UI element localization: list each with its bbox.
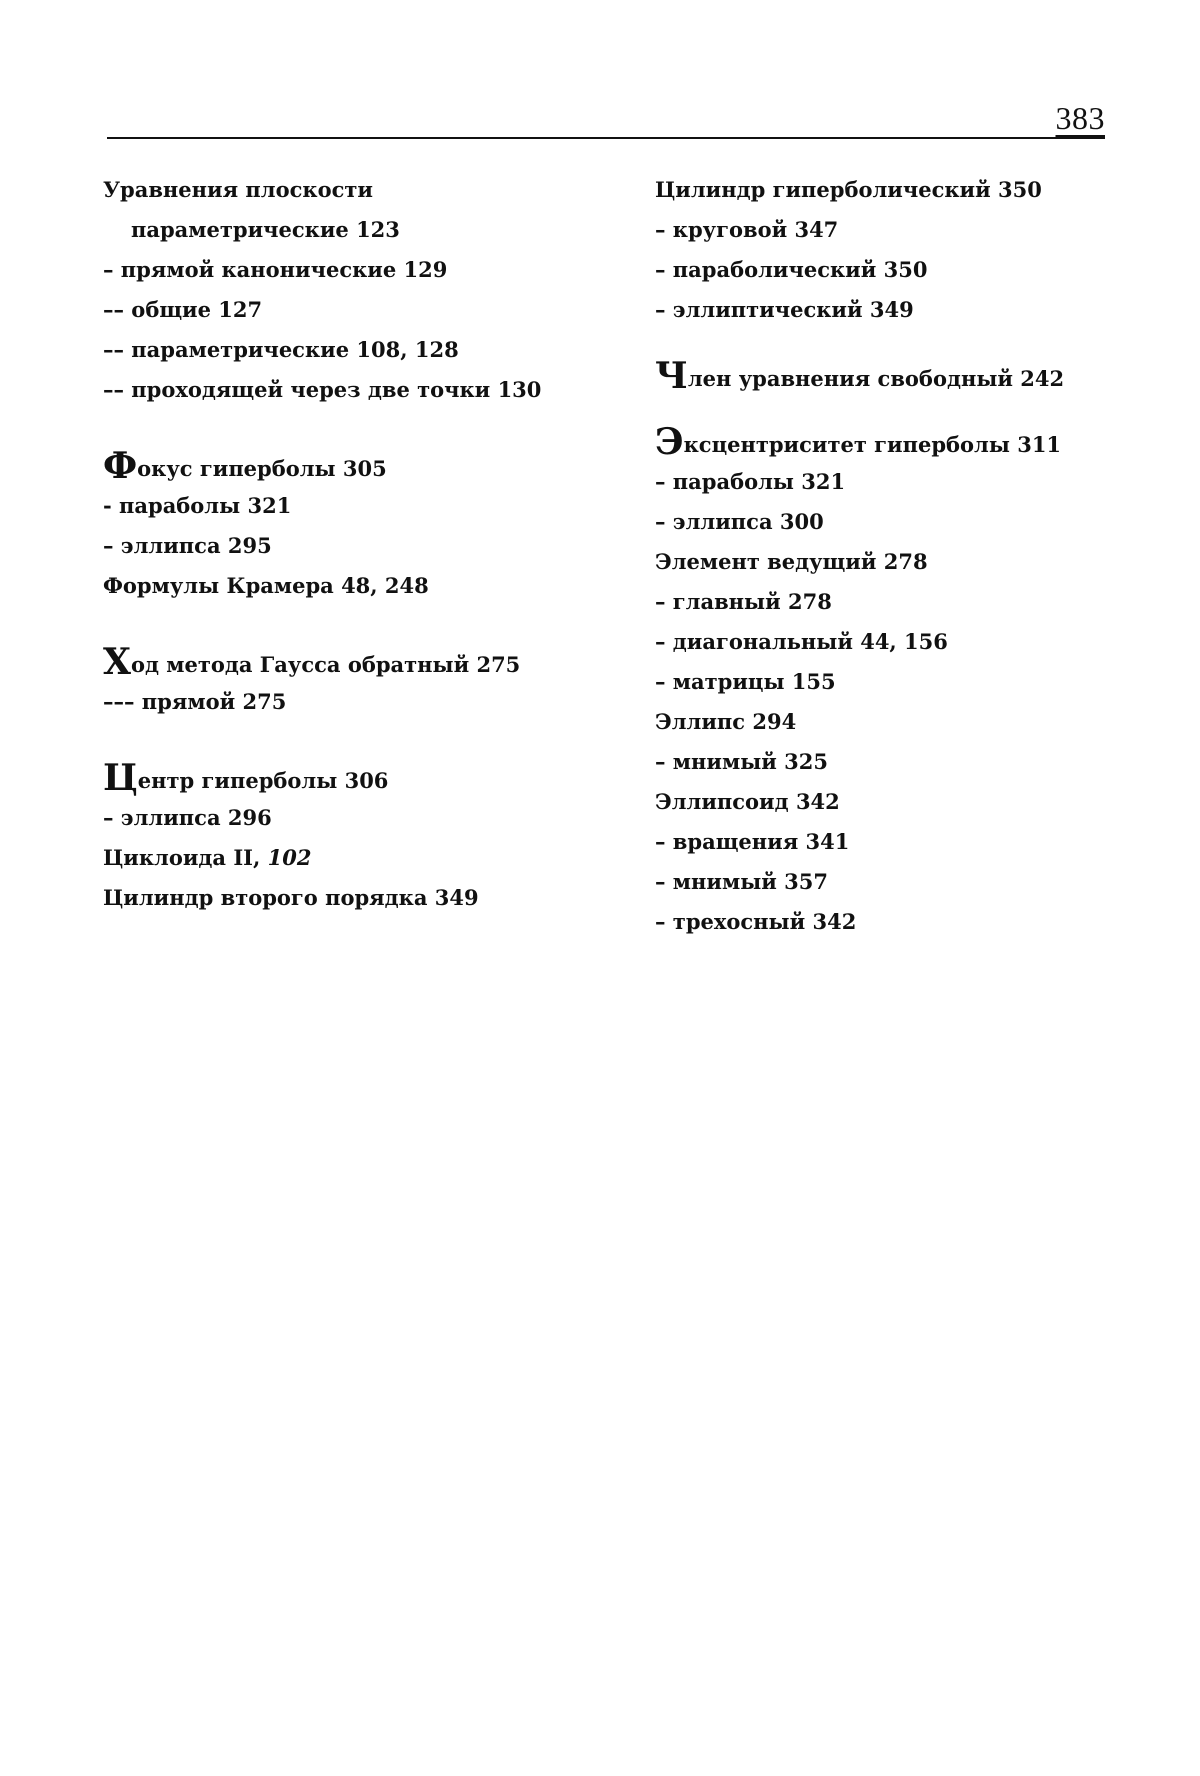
index-entry-text: ––– прямой 275 — [103, 689, 287, 714]
index-entry — [103, 642, 623, 682]
index-entry — [103, 566, 623, 606]
section-initial-letter: Ф — [103, 445, 138, 487]
index-entry-text: ентр гиперболы 306 — [137, 768, 389, 793]
index-column-left — [103, 170, 623, 918]
index-entry-text: –– параметрические 108, 128 — [103, 337, 459, 362]
index-entry — [655, 622, 1125, 662]
index-entry-text: – параболы 321 — [655, 469, 846, 494]
index-entry — [103, 682, 623, 722]
header-rule — [107, 137, 1105, 139]
index-entry-text: – эллипса 295 — [103, 533, 272, 558]
index-entry-text: – главный 278 — [655, 589, 832, 614]
index-entry-text: – круговой 347 — [655, 217, 839, 242]
index-entry-text: – параболический 350 — [655, 257, 928, 282]
index-entry — [103, 526, 623, 566]
index-entry — [103, 370, 623, 410]
index-entry — [655, 662, 1125, 702]
index-entry-text: окус гиперболы 305 — [137, 456, 387, 481]
index-entry-text: Циклоида II, — [103, 845, 268, 870]
index-entry-text: – мнимый 325 — [655, 749, 829, 774]
index-entry-text: лен уравнения свободный 242 — [687, 366, 1065, 391]
page-number: 383 — [1055, 100, 1105, 136]
section-gap — [103, 410, 623, 446]
index-entry — [103, 290, 623, 330]
index-entry-text: – диагональный 44, 156 — [655, 629, 948, 654]
index-entry-text: параметрические 123 — [131, 217, 400, 242]
index-entry — [655, 902, 1125, 942]
index-entry — [655, 210, 1125, 250]
index-entry — [655, 462, 1125, 502]
index-entry — [103, 330, 623, 370]
index-entry — [655, 742, 1125, 782]
index-entry-text: Эллипс 294 — [655, 709, 797, 734]
section-gap — [103, 722, 623, 758]
index-entry-text: Цилиндр второго порядка 349 — [103, 885, 479, 910]
index-entry — [655, 582, 1125, 622]
index-entry — [655, 702, 1125, 742]
index-entry-text: – мнимый 357 — [655, 869, 829, 894]
section-gap — [655, 330, 1125, 356]
index-entry — [655, 356, 1125, 396]
index-entry — [655, 250, 1125, 290]
index-entry — [655, 290, 1125, 330]
index-entry — [103, 446, 623, 486]
index-entry — [655, 862, 1125, 902]
index-entry-text: – вращения 341 — [655, 829, 850, 854]
index-entry-text: ксцентриситет гиперболы 311 — [683, 432, 1062, 457]
index-entry-text: - параболы 321 — [103, 493, 292, 518]
index-entry — [103, 486, 623, 526]
index-entry — [655, 502, 1125, 542]
index-entry — [655, 782, 1125, 822]
index-entry-text: Эллипсоид 342 — [655, 789, 840, 814]
index-entry — [103, 838, 623, 878]
section-initial-letter: Х — [103, 641, 131, 683]
index-entry — [103, 798, 623, 838]
index-entry-text: – матрицы 155 — [655, 669, 836, 694]
index-entry-text: – прямой канонические 129 — [103, 257, 448, 282]
index-entry — [655, 822, 1125, 862]
section-initial-letter: Ч — [655, 355, 688, 397]
index-entry-text: –– общие 127 — [103, 297, 263, 322]
index-entry — [103, 878, 623, 918]
index-entry-text: Элемент ведущий 278 — [655, 549, 928, 574]
section-gap — [655, 396, 1125, 422]
index-entry-text: – трехосный 342 — [655, 909, 857, 934]
index-entry — [103, 758, 623, 798]
index-entry-text: – эллипса 300 — [655, 509, 824, 534]
index-column-right — [655, 170, 1125, 942]
section-initial-letter: Э — [655, 421, 684, 463]
index-entry-text: од метода Гаусса обратный 275 — [130, 652, 521, 677]
index-entry — [655, 422, 1125, 462]
index-entry — [103, 250, 623, 290]
index-entry-text: – эллипса 296 — [103, 805, 272, 830]
section-gap — [103, 606, 623, 642]
section-initial-letter: Ц — [103, 757, 138, 799]
index-entry — [655, 170, 1125, 210]
index-entry — [103, 210, 623, 250]
index-entry-text: Уравнения плоскости — [103, 177, 373, 202]
index-entry — [655, 542, 1125, 582]
index-entry-text: Цилиндр гиперболический 350 — [655, 177, 1042, 202]
index-entry — [103, 170, 623, 210]
index-entry-text: –– проходящей через две точки 130 — [103, 377, 542, 402]
index-entry-italic-page: 102 — [267, 845, 312, 870]
index-entry-text: – эллиптический 349 — [655, 297, 914, 322]
index-entry-text: Формулы Крамера 48, 248 — [103, 573, 429, 598]
